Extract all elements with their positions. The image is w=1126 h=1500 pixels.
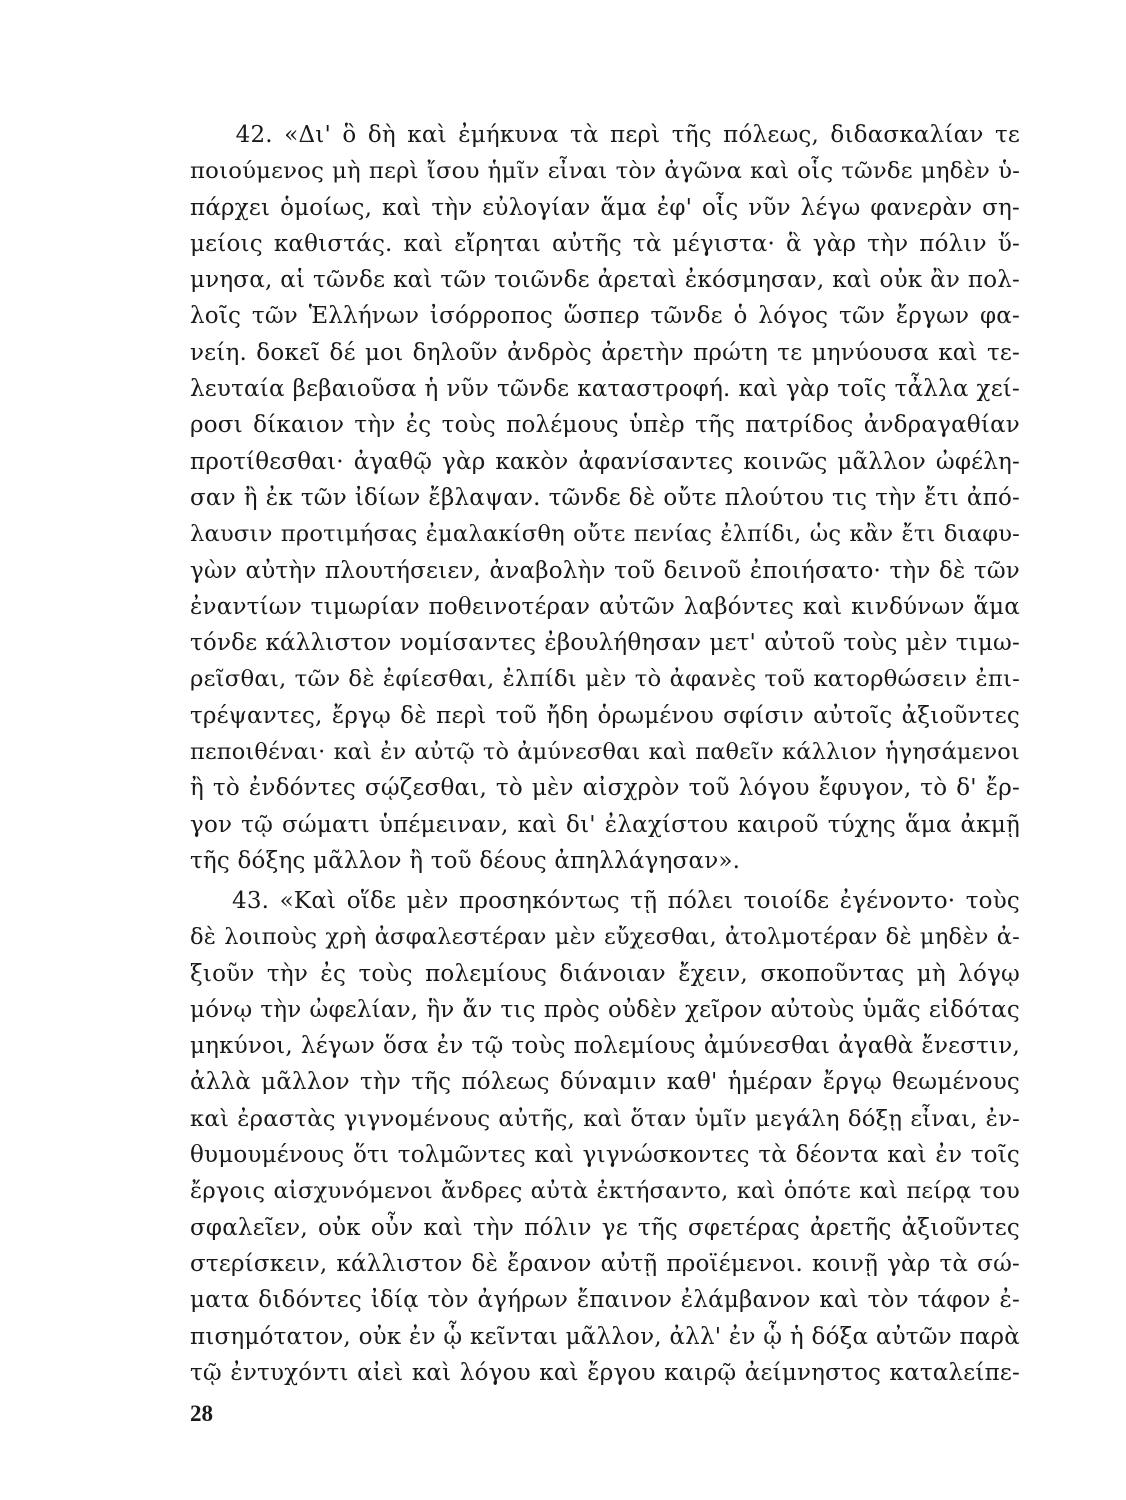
text-line: ξιοῦν τὴν ἐς τοὺς πολεμίους διάνοιαν ἔχειν, σκοποῦντας μὴ λόγῳ (190, 960, 1020, 987)
paragraph-42 (190, 117, 1020, 879)
text-line: σαν ἢ ἐκ τῶν ἰδίων ἔβλαψαν. τῶνδε δὲ οὔτε πλούτου τις τὴν ἔτι ἀπό- (190, 484, 1020, 511)
text-line: 42. «Δι' ὃ δὴ καὶ ἐμήκυνα τὰ περὶ τῆς πόλεως, διδασκαλίαν τε (190, 122, 1020, 148)
text-line: πεποιθέναι· καὶ ἐν αὐτῷ τὸ ἀμύνεσθαι καὶ παθεῖν κάλλιον ἡγησάμενοι (190, 739, 1020, 766)
text-line: πάρχει ὁμοίως, καὶ τὴν εὐλογίαν ἅμα ἐφ' οἷς νῦν λέγω φανερὰν ση- (190, 194, 1020, 221)
text-line: λευταία βεβαιοῦσα ἡ νῦν τῶνδε καταστροφή. καὶ γὰρ τοῖς τἆλλα χεί- (190, 376, 1020, 403)
text-line: λοῖς τῶν Ἑλλήνων ἰσόρροπος ὥσπερ τῶνδε ὁ λόγος τῶν ἔργων φα- (190, 303, 1020, 330)
text-line: γὼν αὐτὴν πλουτήσειεν, ἀναβολὴν τοῦ δεινοῦ ἐποιήσατο· τὴν δὲ τῶν (190, 557, 1020, 584)
text-line: δὲ λοιποὺς χρὴ ἀσφαλεστέραν μὲν εὔχεσθαι, ἀτολμοτέραν δὲ μηδὲν ἀ- (190, 924, 1020, 951)
text-line: ματα διδόντες ἰδίᾳ τὸν ἀγήρων ἔπαινον ἐλάμβανον καὶ τὸν τάφον ἐ- (190, 1287, 1020, 1314)
text-line: καὶ ἐραστὰς γιγνομένους αὐτῆς, καὶ ὅταν ὑμῖν μεγάλη δόξῃ εἶναι, ἐν- (190, 1105, 1020, 1132)
text-line: λαυσιν προτιμήσας ἐμαλακίσθη οὔτε πενίας ἐλπίδι, ὡς κἂν ἔτι διαφυ- (190, 521, 1020, 548)
text-line: τόνδε κάλλιστον νομίσαντες ἐβουλήθησαν μετ' αὐτοῦ τοὺς μὲν τιμω- (190, 630, 1020, 657)
text-line: πισημότατον, οὐκ ἐν ᾧ κεῖνται μᾶλλον, ἀλλ' ἐν ᾧ ἡ δόξα αὐτῶν παρὰ (190, 1323, 1020, 1350)
text-line: στερίσκειν, κάλλιστον δὲ ἔρανον αὐτῇ προϊέμενοι. κοινῇ γὰρ τὰ σώ- (190, 1250, 1020, 1277)
text-line: μόνῳ τὴν ὠφελίαν, ἣν ἄν τις πρὸς οὐδὲν χεῖρον αὐτοὺς ὑμᾶς εἰδότας (190, 996, 1020, 1023)
text-line: προτίθεσθαι· ἀγαθῷ γὰρ κακὸν ἀφανίσαντες κοινῶς μᾶλλον ὠφέλη- (190, 448, 1020, 475)
text-line: ἔργοις αἰσχυνόμενοι ἄνδρες αὐτὰ ἐκτήσαντο, καὶ ὁπότε καὶ πείρᾳ του (190, 1178, 1020, 1205)
text-line: γον τῷ σώματι ὑπέμειναν, καὶ δι' ἐλαχίστου καιροῦ τύχης ἅμα ἀκμῇ (190, 811, 1020, 838)
page-number: 28 (190, 1401, 213, 1426)
text-line: τῷ ἐντυχόντι αἰεὶ καὶ λόγου καὶ ἔργου καιρῷ ἀείμνηστος καταλείπε- (190, 1359, 1020, 1386)
text-line: ποιούμενος μὴ περὶ ἴσου ἡμῖν εἶναι τὸν ἀγῶνα καὶ οἷς τῶνδε μηδὲν ὑ- (190, 158, 1020, 185)
text-line: μνησα, αἱ τῶνδε καὶ τῶν τοιῶνδε ἀρεταὶ ἐκόσμησαν, καὶ οὐκ ἂν πολ- (190, 267, 1020, 294)
text-line: ρεῖσθαι, τῶν δὲ ἐφίεσθαι, ἐλπίδι μὲν τὸ ἀφανὲς τοῦ κατορθώσειν ἐπι- (190, 666, 1020, 693)
text-line: ἢ τὸ ἐνδόντες σῴζεσθαι, τὸ μὲν αἰσχρὸν τοῦ λόγου ἔφυγον, τὸ δ' ἔρ- (190, 775, 1020, 802)
text-line: σφαλεῖεν, οὐκ οὖν καὶ τὴν πόλιν γε τῆς σφετέρας ἀρετῆς ἀξιοῦντες (190, 1214, 1020, 1241)
text-line: ροσι δίκαιον τὴν ἐς τοὺς πολέμους ὑπὲρ τῆς πατρίδος ἀνδραγαθίαν (190, 412, 1020, 439)
paragraph-43 (190, 883, 1020, 1391)
text-line: τῆς δόξης μᾶλλον ἢ τοῦ δέους ἀπηλλάγησαν». (190, 847, 741, 874)
text-line: μηκύνοι, λέγων ὅσα ἐν τῷ τοὺς πολεμίους ἀμύνεσθαι ἀγαθὰ ἔνεστιν, (190, 1033, 1020, 1060)
text-line: ἀλλὰ μᾶλλον τὴν τῆς πόλεως δύναμιν καθ' ἡμέραν ἔργῳ θεωμένους (190, 1069, 1020, 1096)
text-line: νείη. δοκεῖ δέ μοι δηλοῦν ἀνδρὸς ἀρετὴν πρώτη τε μηνύουσα καὶ τε- (190, 339, 1020, 366)
text-line: μείοις καθιστάς. καὶ εἴρηται αὐτῆς τὰ μέγιστα· ἃ γὰρ τὴν πόλιν ὕ- (190, 230, 1020, 257)
text-line: τρέψαντες, ἔργῳ δὲ περὶ τοῦ ἤδη ὁρωμένου σφίσιν αὐτοῖς ἀξιοῦντες (190, 702, 1020, 729)
text-line: 43. «Καὶ οἵδε μὲν προσηκόντως τῇ πόλει τοιοίδε ἐγένοντο· τοὺς (190, 888, 1020, 914)
text-line: ἐναντίων τιμωρίαν ποθεινοτέραν αὐτῶν λαβόντες καὶ κινδύνων ἅμα (190, 593, 1020, 620)
text-line: θυμουμένους ὅτι τολμῶντες καὶ γιγνώσκοντες τὰ δέοντα καὶ ἐν τοῖς (190, 1142, 1020, 1169)
